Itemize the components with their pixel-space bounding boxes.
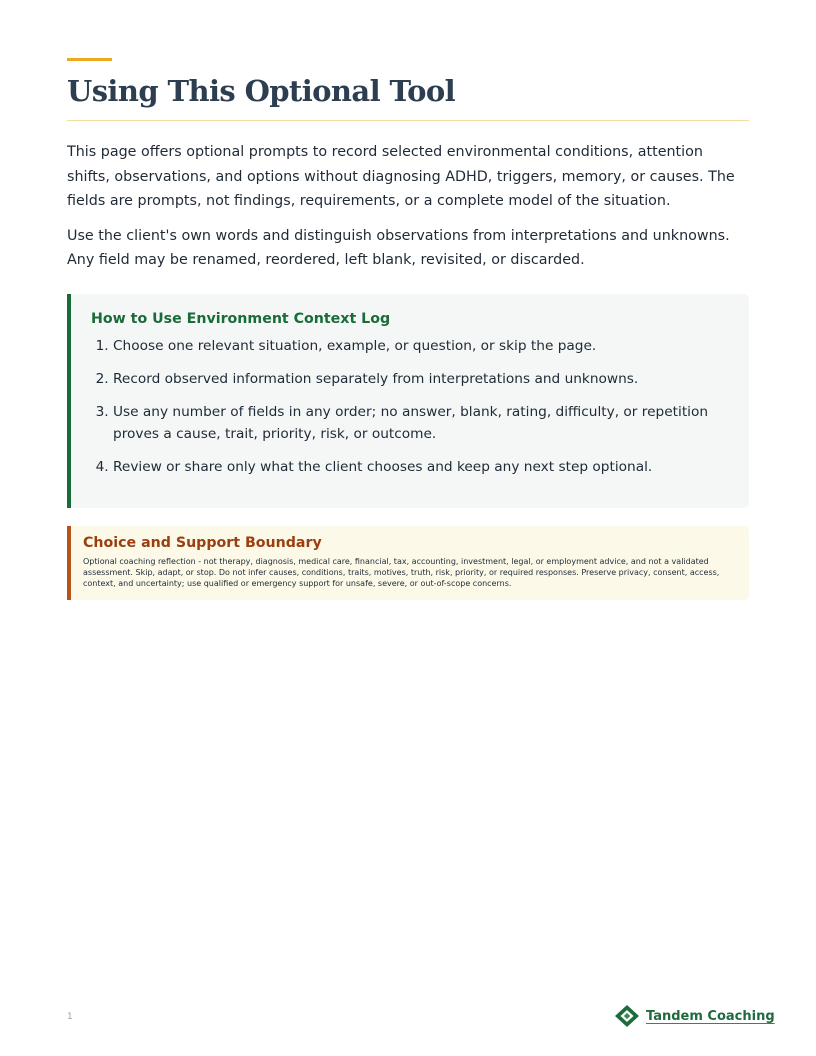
brand-logo xyxy=(614,1004,775,1028)
diamond-logo-icon xyxy=(614,1004,640,1028)
howto-step: 1. Choose one relevant situation, example, or question, or skip the page. xyxy=(113,335,727,357)
brand-name: Tandem Coaching xyxy=(646,1008,775,1024)
howto-step: 4. Review or share only what the client chooses and keep any next step optional. xyxy=(113,456,727,478)
intro-paragraph: This page offers optional prompts to record selected environmental conditions, attention shifts, observations, and options without diagnosing ADHD, triggers, memory, or causes. The fields are prompts, not findings, requirements, or a complete model of the situation. xyxy=(67,144,735,209)
howto-heading: How to Use Environment Context Log xyxy=(91,311,391,327)
title-accent-bar xyxy=(67,58,112,61)
boundary-text: Optional coaching reflection - not therapy, diagnosis, medical care, financial, tax, accounting, investment, legal, or employment advice, and not a validated assessment. Skip, adapt, or stop. Do not infer causes, conditions, traits, motives, truth, risk, priority, or required responses. Preserve privacy, consent, access, context, and uncertainty; use qualified or emergency support for unsafe, severe, or out-of-scope concerns. xyxy=(83,557,720,588)
boundary-heading: Choice and Support Boundary xyxy=(83,535,322,551)
title-divider xyxy=(67,120,749,121)
howto-callout xyxy=(67,294,749,508)
page-number: 1 xyxy=(67,1012,73,1022)
intro-section xyxy=(67,140,749,283)
howto-steps xyxy=(91,335,727,478)
intro-paragraph: Use the client's own words and distinguish observations from interpretations and unknowns. Any field may be renamed, reordered, left blank, revisited, or discarded. xyxy=(67,227,730,268)
boundary-callout xyxy=(67,526,749,600)
howto-step: 2. Record observed information separately from interpretations and unknowns. xyxy=(113,368,727,390)
page-title: Using This Optional Tool xyxy=(67,74,456,108)
howto-step: 3. Use any number of fields in any order; no answer, blank, rating, difficulty, or repetition proves a cause, trait, priority, risk, or outcome. xyxy=(113,401,727,445)
